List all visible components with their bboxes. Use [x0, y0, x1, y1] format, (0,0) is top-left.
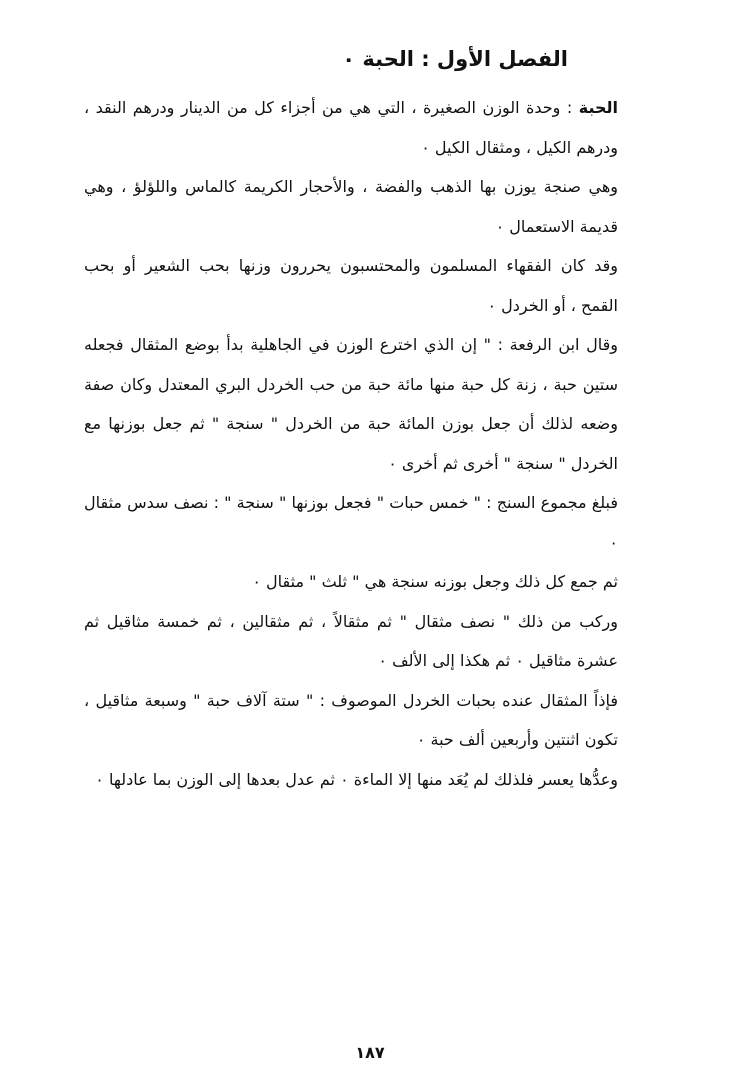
paragraph: وركب من ذلك " نصف مثقال " ثم مثقالاً ، ثم مثقالين ، ثم خمسة مثاقيل ثم عشرة مثاقيل ٠ ثم هكذا إلى الألف ٠: [84, 611, 618, 670]
paragraph: فإذاً المثقال عنده بحبات الخردل الموصوف : " ستة آلاف حبة " وسبعة مثاقيل ، تكون اثنتين وأربعين ألف حبة ٠: [84, 690, 618, 749]
paragraph: فبلغ مجموع السنج : " خمس حبات " فجعل بوزنها " سنجة " : نصف سدس مثقال ٠: [84, 493, 618, 552]
paragraph-text: : وحدة الوزن الصغيرة ، التي هي من أجزاء كل من الدينار ودرهم النقد ، ودرهم الكيل ، ومثقال الكيل ٠: [84, 98, 618, 157]
page-body: [84, 36, 618, 799]
paragraph-definition: [84, 88, 618, 167]
paragraph: وقد كان الفقهاء المسلمون والمحتسبون يحررون وزنها بحب الشعير أو بحب القمح ، أو الخردل ٠: [84, 256, 618, 315]
paragraph: وقال ابن الرفعة : " إن الذي اخترع الوزن في الجاهلية بدأ بوضع المثقال فجعله ستين حبة ، زنة كل حبة منها مائة حبة من حب الخردل البري المعتدل وكان صفة وضعه لذلك أن جعل بوزن المائة حبة من الخردل " سنجة " ثم جعل بوزنها مع الخردل " سنجة " أخرى ثم أخرى ٠: [84, 335, 618, 473]
paragraph: ثم جمع كل ذلك وجعل بوزنه سنجة هي " ثلث " مثقال ٠: [252, 572, 618, 591]
paragraph: وعدُّها يعسر فلذلك لم يُعَد منها إلا الماءة ٠ ثم عدل بعدها إلى الوزن بما عادلها ٠: [95, 769, 618, 789]
chapter-title: الفصل الأول : الحبة ٠: [342, 47, 568, 71]
paragraph: وهي صنجة يوزن بها الذهب والفضة ، والأحجار الكريمة كالماس واللؤلؤ ، وهي قديمة الاستعمال ٠: [84, 177, 618, 236]
term-habba: الحبة: [578, 98, 618, 117]
page-number: ١٨٧: [355, 1043, 385, 1062]
